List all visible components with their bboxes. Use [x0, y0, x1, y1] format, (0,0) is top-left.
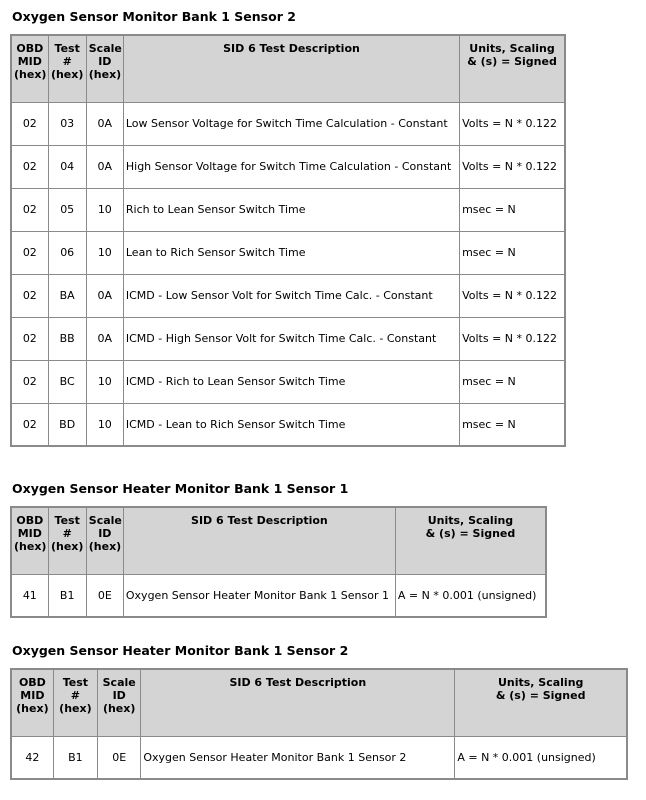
header-row	[11, 35, 565, 102]
cell-description: ICMD - Rich to Lean Sensor Switch Time	[123, 360, 459, 403]
cell-test-number: B1	[48, 574, 86, 617]
table-row	[11, 145, 565, 188]
cell-description: High Sensor Voltage for Switch Time Calculation - Constant	[123, 145, 459, 188]
table-row	[11, 360, 565, 403]
cell-scale-id: 0A	[86, 274, 123, 317]
header-scale-id: Scale ID (hex)	[86, 35, 123, 102]
header-row	[11, 507, 546, 574]
table-heater-bank1-sensor1	[10, 506, 547, 618]
header-description: SID 6 Test Description	[123, 507, 395, 574]
cell-obd-mid: 02	[11, 102, 48, 145]
cell-units: msec = N	[460, 188, 565, 231]
cell-test-number: 06	[48, 231, 86, 274]
header-scale-id: Scale ID (hex)	[86, 507, 123, 574]
cell-units: Volts = N * 0.122	[460, 102, 565, 145]
cell-units: Volts = N * 0.122	[460, 145, 565, 188]
cell-obd-mid: 02	[11, 403, 48, 446]
section-title-heater-bank1-sensor1: Oxygen Sensor Heater Monitor Bank 1 Sensor 1	[12, 481, 349, 496]
cell-description: Low Sensor Voltage for Switch Time Calculation - Constant	[123, 102, 459, 145]
header-test-number: Test # (hex)	[53, 669, 97, 736]
cell-test-number: 04	[48, 145, 86, 188]
table-row	[11, 188, 565, 231]
table-row	[11, 274, 565, 317]
table-row	[11, 231, 565, 274]
header-obd-mid: OBD MID (hex)	[11, 35, 48, 102]
cell-description: ICMD - Low Sensor Volt for Switch Time Calc. - Constant	[123, 274, 459, 317]
cell-units: A = N * 0.001 (unsigned)	[455, 736, 627, 779]
cell-test-number: BD	[48, 403, 86, 446]
cell-units: msec = N	[460, 231, 565, 274]
cell-units: Volts = N * 0.122	[460, 274, 565, 317]
cell-test-number: BB	[48, 317, 86, 360]
cell-description: ICMD - Lean to Rich Sensor Switch Time	[123, 403, 459, 446]
cell-scale-id: 10	[86, 360, 123, 403]
header-test-number: Test # (hex)	[48, 507, 86, 574]
table-row	[11, 574, 546, 617]
table-heater-bank1-sensor2	[10, 668, 628, 780]
section-title-o2-bank1-sensor2: Oxygen Sensor Monitor Bank 1 Sensor 2	[12, 9, 296, 24]
header-description: SID 6 Test Description	[141, 669, 455, 736]
cell-description: Oxygen Sensor Heater Monitor Bank 1 Sensor 2	[141, 736, 455, 779]
header-units: Units, Scaling & (s) = Signed	[395, 507, 546, 574]
table-row	[11, 317, 565, 360]
header-description: SID 6 Test Description	[123, 35, 459, 102]
cell-description: Oxygen Sensor Heater Monitor Bank 1 Sensor 1	[123, 574, 395, 617]
table-row	[11, 102, 565, 145]
cell-obd-mid: 02	[11, 360, 48, 403]
cell-units: msec = N	[460, 360, 565, 403]
cell-test-number: BC	[48, 360, 86, 403]
cell-test-number: BA	[48, 274, 86, 317]
cell-scale-id: 10	[86, 403, 123, 446]
cell-obd-mid: 02	[11, 145, 48, 188]
section-title-heater-bank1-sensor2: Oxygen Sensor Heater Monitor Bank 1 Sensor 2	[12, 643, 349, 658]
cell-scale-id: 0A	[86, 317, 123, 360]
header-units: Units, Scaling & (s) = Signed	[455, 669, 627, 736]
cell-scale-id: 0E	[86, 574, 123, 617]
cell-scale-id: 0E	[98, 736, 141, 779]
cell-obd-mid: 02	[11, 317, 48, 360]
header-units: Units, Scaling & (s) = Signed	[460, 35, 565, 102]
header-obd-mid: OBD MID (hex)	[11, 507, 48, 574]
cell-scale-id: 10	[86, 188, 123, 231]
header-row	[11, 669, 627, 736]
cell-description: Lean to Rich Sensor Switch Time	[123, 231, 459, 274]
cell-scale-id: 10	[86, 231, 123, 274]
cell-obd-mid: 02	[11, 274, 48, 317]
cell-obd-mid: 02	[11, 231, 48, 274]
cell-units: Volts = N * 0.122	[460, 317, 565, 360]
header-test-number: Test # (hex)	[48, 35, 86, 102]
cell-test-number: 03	[48, 102, 86, 145]
table-row	[11, 403, 565, 446]
cell-obd-mid: 02	[11, 188, 48, 231]
table-o2-bank1-sensor2	[10, 34, 566, 447]
cell-test-number: 05	[48, 188, 86, 231]
cell-scale-id: 0A	[86, 102, 123, 145]
cell-description: ICMD - High Sensor Volt for Switch Time Calc. - Constant	[123, 317, 459, 360]
cell-description: Rich to Lean Sensor Switch Time	[123, 188, 459, 231]
table-row	[11, 736, 627, 779]
header-scale-id: Scale ID (hex)	[98, 669, 141, 736]
cell-scale-id: 0A	[86, 145, 123, 188]
cell-obd-mid: 41	[11, 574, 48, 617]
cell-obd-mid: 42	[11, 736, 53, 779]
cell-test-number: B1	[53, 736, 97, 779]
header-obd-mid: OBD MID (hex)	[11, 669, 53, 736]
cell-units: msec = N	[460, 403, 565, 446]
cell-units: A = N * 0.001 (unsigned)	[395, 574, 546, 617]
